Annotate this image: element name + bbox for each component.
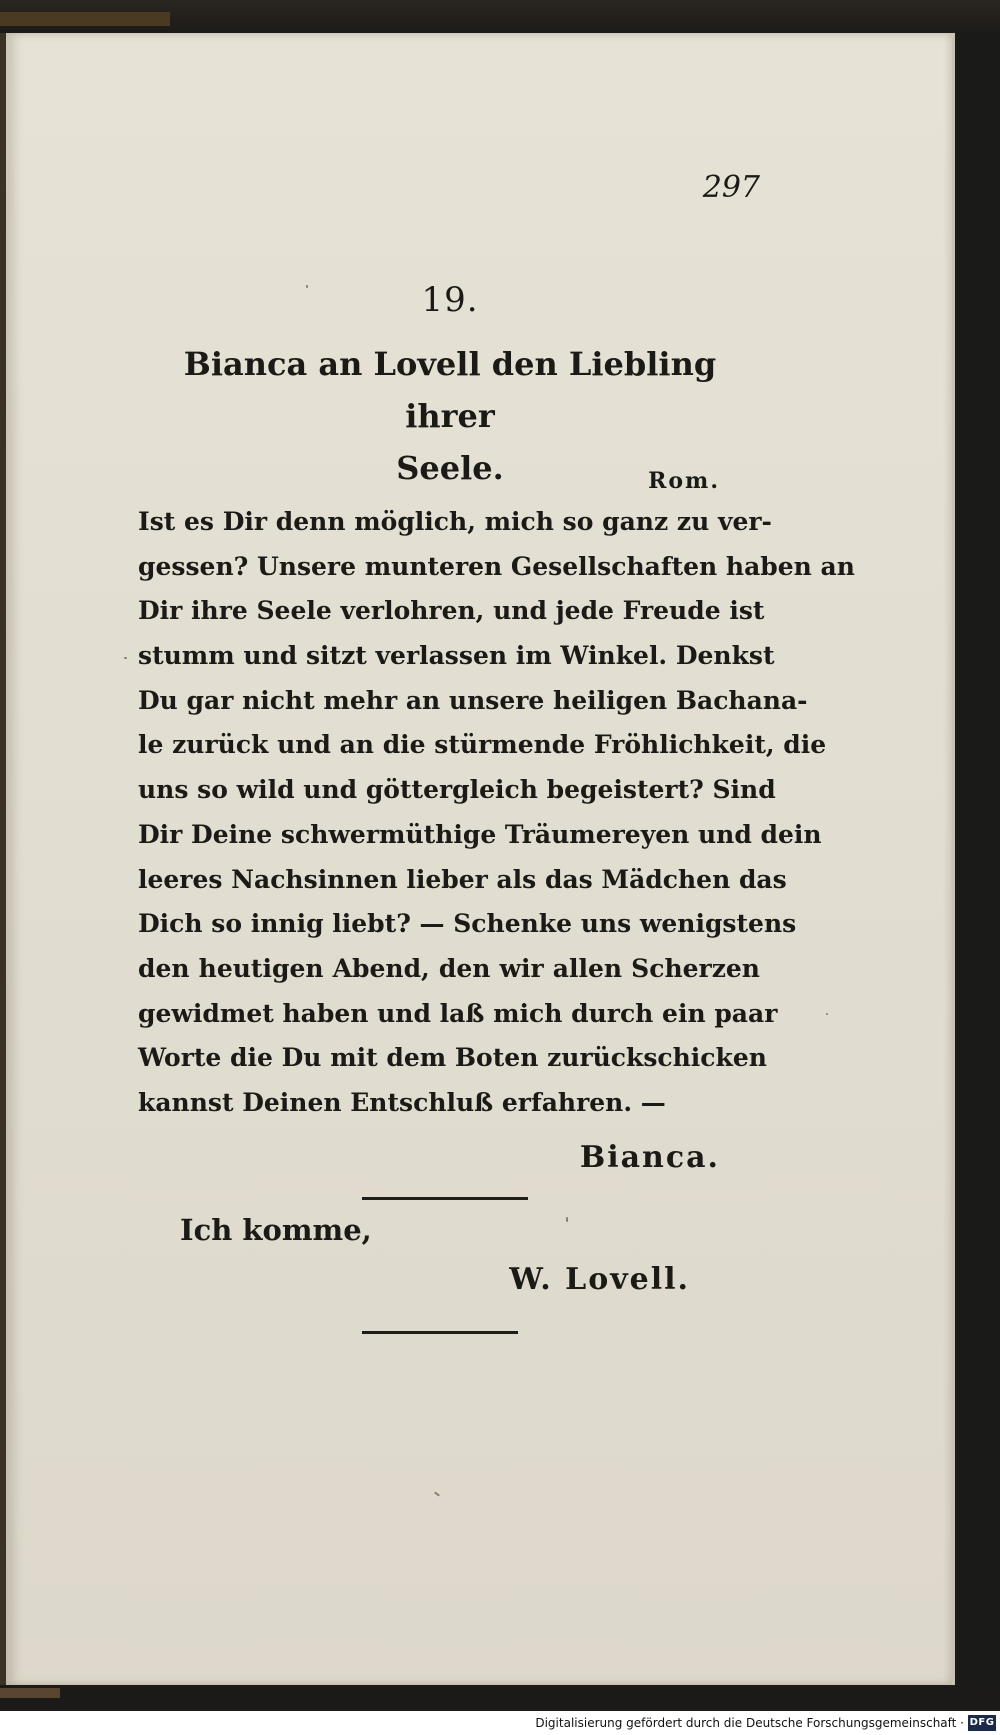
page-number: 297: [702, 170, 760, 205]
letter-number: 19.: [421, 280, 479, 320]
end-divider: [362, 1331, 518, 1334]
body-line: gewidmet haben und laß mich durch ein paar: [138, 998, 778, 1028]
letter-heading-line: Seele.: [396, 449, 504, 487]
body-line: kannst Deinen Entschluß erfahren. —: [138, 1087, 666, 1117]
paper-speck: [826, 1013, 828, 1015]
body-line: gessen? Unsere munteren Gesellschaften haben an: [138, 551, 855, 581]
body-line: le zurück und an die stürmende Fröhlichkeit, die: [138, 730, 827, 760]
letter-heading-line: Bianca an Lovell den Liebling ihrer: [183, 345, 717, 435]
paper-speck: [434, 1491, 440, 1496]
letter-place: Rom.: [648, 468, 720, 494]
reply-text: Ich komme,: [180, 1213, 372, 1247]
paper-speck: [124, 657, 127, 659]
funding-credit-text: Digitalisierung gefördert durch die Deutsche Forschungsgemeinschaft ·: [535, 1716, 964, 1730]
letter-body: [138, 500, 855, 1126]
body-line: Ist es Dir denn möglich, mich so ganz zu ver-: [138, 507, 772, 536]
dfg-logo-icon: DFG: [968, 1715, 996, 1731]
section-divider: [362, 1197, 528, 1200]
reply-signature: W. Lovell.: [509, 1262, 690, 1297]
body-line: stumm und sitzt verlassen im Winkel. Denkst: [138, 641, 775, 671]
body-line: den heutigen Abend, den wir allen Scherzen: [138, 953, 760, 983]
letter-signature: Bianca.: [579, 1140, 720, 1175]
body-line: Worte die Du mit dem Boten zurückschicken: [138, 1043, 767, 1073]
funding-credit-bar: [0, 1711, 1000, 1735]
paper-speck: [566, 1217, 568, 1222]
scan-bottom-border: [0, 1685, 1000, 1711]
body-line: leeres Nachsinnen lieber als das Mädchen das: [138, 864, 787, 894]
body-line: Dir Deine schwermüthige Träumereyen und dein: [138, 819, 822, 849]
body-line: Dir ihre Seele verlohren, und jede Freude ist: [138, 596, 765, 626]
body-line: Dich so innig liebt? — Schenke uns wenigstens: [138, 909, 797, 939]
body-line: Du gar nicht mehr an unsere heiligen Bachana-: [138, 685, 808, 715]
scan-bottom-border-mark: [0, 1688, 60, 1698]
scan-top-border-mark: [0, 12, 170, 26]
body-line: uns so wild und göttergleich begeistert? Sind: [138, 775, 776, 805]
